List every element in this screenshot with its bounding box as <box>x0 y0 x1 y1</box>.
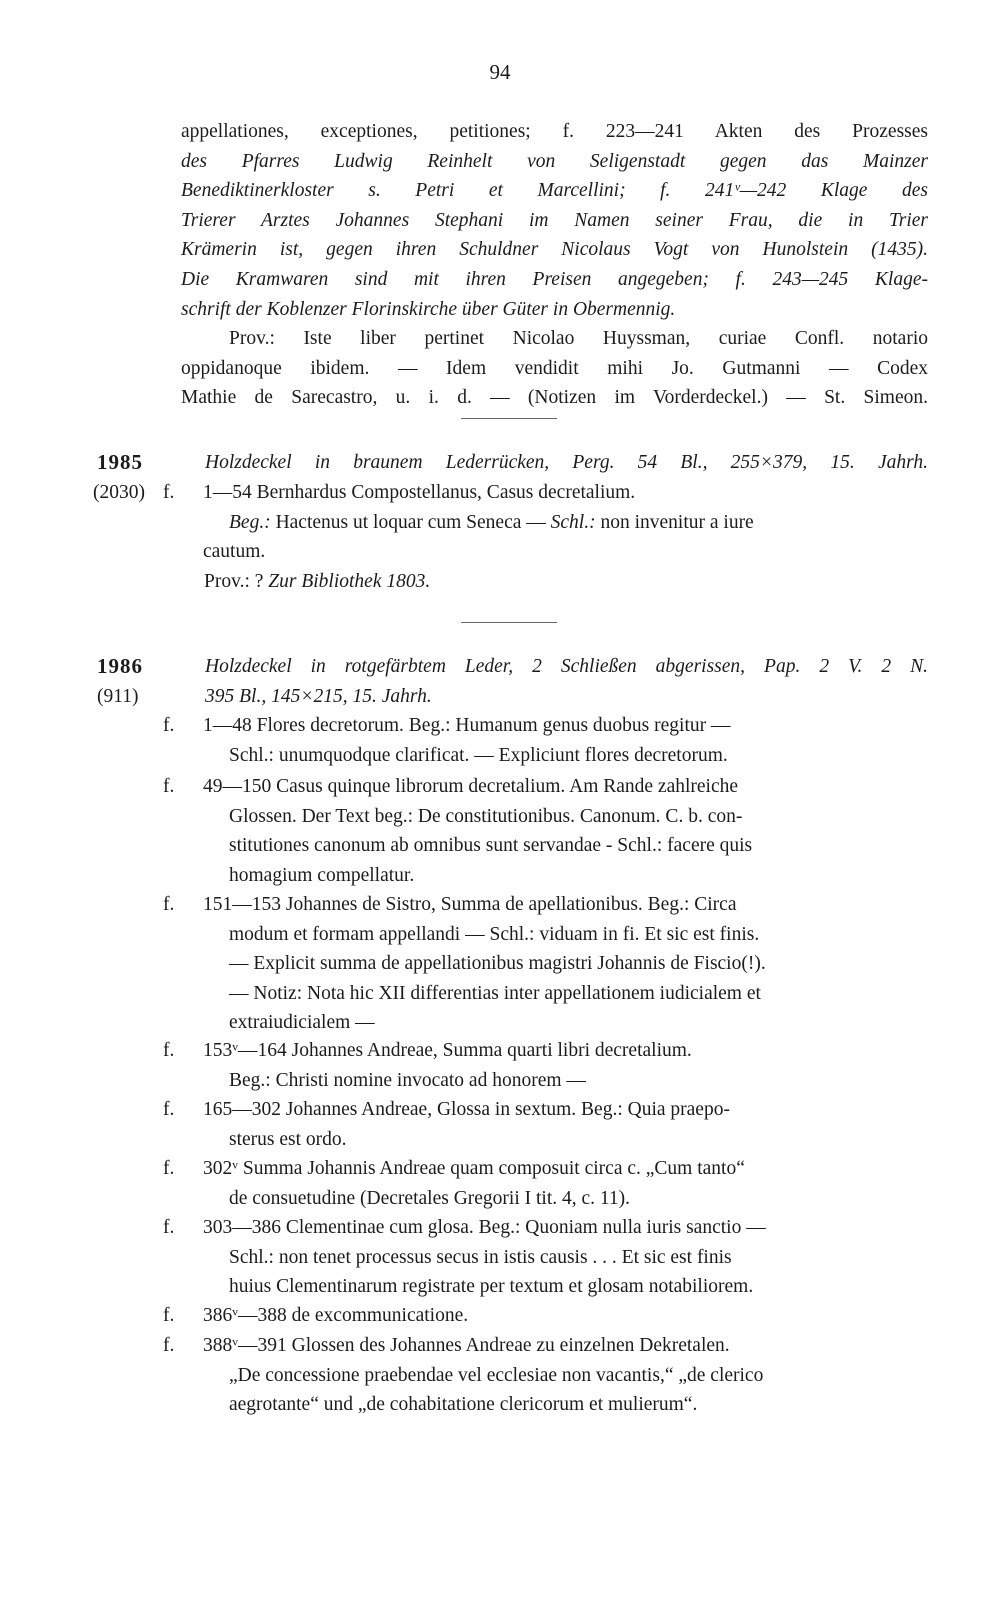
item-title: 1—54 Bernhardus Compostellanus, Casus decretalium. <box>203 482 636 503</box>
item-line: Schl.: non tenet processus secus in istis causis . . . Et sic est finis <box>229 1246 732 1268</box>
folio-label: f. <box>163 1217 175 1238</box>
old-number: (911) <box>97 686 139 707</box>
entry-1986-items <box>163 711 928 770</box>
item-line: 153ᵛ—164 Johannes Andreae, Summa quarti libri decretalium. <box>203 1040 692 1061</box>
item-line: sterus est ordo. <box>229 1128 347 1150</box>
item-line: 303—386 Clementinae cum glosa. Beg.: Quoniam nulla iuris sanctio — <box>203 1217 766 1238</box>
folio-label: f. <box>163 1040 175 1061</box>
entry-1985-item <box>163 478 928 596</box>
item-line: 151—153 Johannes de Sistro, Summa de apellationibus. Beg.: Circa <box>203 894 737 915</box>
item-line: — Notiz: Nota hic XII differentias inter appellationem iudicialem et <box>229 982 761 1004</box>
item-line: — Explicit summa de appellationibus magistri Johannis de Fiscio(!). <box>229 953 766 975</box>
item-line: 1—48 Flores decretorum. Beg.: Humanum genus duobus regitur — <box>203 715 731 736</box>
item-line: 388ᵛ—391 Glossen des Johannes Andreae zu einzelnen Dekretalen. <box>203 1335 730 1356</box>
page-number: 94 <box>489 60 511 84</box>
folio-label: f. <box>163 1335 175 1356</box>
text-line: appellationes, exceptiones, petitiones; f. 223—241 Akten des Prozesses <box>181 121 928 142</box>
text-line: Benediktinerkloster s. Petri et Marcellini; f. 241ᵛ—242 Klage des <box>181 180 928 202</box>
folio-label: f. <box>163 894 175 915</box>
folio-label: f. <box>163 776 175 797</box>
item-line: 386ᵛ—388 de excommunicatione. <box>203 1305 469 1326</box>
entry-1986-items <box>163 1095 928 1154</box>
provenance-line: Mathie de Sarecastro, u. i. d. — (Notizen im Vorderdeckel.) — St. Simeon. <box>181 387 928 409</box>
prov-text: Zur Bibliothek 1803. <box>268 570 431 592</box>
folio-label: f. <box>163 715 175 736</box>
text-line: des Pfarres Ludwig Reinhelt von Seligenstadt gegen das Mainzer <box>181 150 928 172</box>
entry-1986-items <box>163 1154 928 1213</box>
prov-label: Prov.: ? <box>204 570 264 592</box>
item-line: 165—302 Johannes Andreae, Glossa in sextum. Beg.: Quia praepo- <box>203 1099 730 1120</box>
item-line: de consuetudine (Decretales Gregorii I tit. 4, c. 11). <box>229 1187 631 1209</box>
entry-1986-items <box>163 890 928 1038</box>
schl-text: non invenitur a iure <box>600 511 754 533</box>
old-number: (2030) <box>93 482 145 503</box>
beg-label: Beg.: <box>229 511 271 533</box>
text-line: Trierer Arztes Johannes Stephani im Namen seiner Frau, die in Trier <box>181 209 928 231</box>
item-line: Glossen. Der Text beg.: De constitutionibus. Canonum. C. b. con- <box>229 805 743 827</box>
provenance-line: Prov.: Iste liber pertinet Nicolao Huyssman, curiae Confl. notario <box>229 328 928 350</box>
item-line: huius Clementinarum registrate per textum et glosam notabiliorem. <box>229 1276 754 1298</box>
entry-number: 1986 <box>97 654 143 678</box>
schl-label: Schl.: <box>550 511 596 533</box>
provenance-line: oppidanoque ibidem. — Idem vendidit mihi Jo. Gutmanni — Codex <box>181 357 928 379</box>
item-line: Schl.: unumquodque clarificat. — Expliciunt flores decretorum. <box>229 744 728 766</box>
entry-1986-items <box>163 772 928 890</box>
binding-line: Holzdeckel in braunem Lederrücken, Perg. 54 Bl., 255×379, 15. Jahrh. <box>205 452 928 473</box>
folio-label: f. <box>163 1099 175 1120</box>
binding-description <box>205 448 928 478</box>
folio-label: f. <box>163 1158 175 1179</box>
text-line: schrift der Koblenzer Florinskirche über Güter in Obermennig. <box>181 298 676 320</box>
continuation-text: cautum. <box>203 541 266 563</box>
separator-line <box>461 418 557 419</box>
binding-line: Holzdeckel in rotgefärbtem Leder, 2 Schließen abgerissen, Pap. 2 V. 2 N. <box>205 656 928 677</box>
item-line: 49—150 Casus quinque librorum decretalium. Am Rande zahlreiche <box>203 776 739 797</box>
text-line: Krämerin ist, gegen ihren Schuldner Nicolaus Vogt von Hunolstein (1435). <box>181 239 928 261</box>
folio-label: f. <box>163 482 175 503</box>
item-line: stitutiones canonum ab omnibus sunt servandae - Schl.: facere quis <box>229 835 753 857</box>
entry-1986-items <box>163 1301 928 1331</box>
item-line: 302ᵛ Summa Johannis Andreae quam composuit circa c. „Cum tanto“ <box>203 1158 745 1179</box>
entry-1986-items <box>163 1331 928 1420</box>
entry-1986-items <box>163 1036 928 1095</box>
text-line: Die Kramwaren sind mit ihren Preisen angegeben; f. 243—245 Klage- <box>181 268 928 290</box>
item-line: modum et formam appellandi — Schl.: viduam in fi. Et sic est finis. <box>229 923 760 945</box>
entry-1986-items <box>163 1213 928 1302</box>
binding-line: 395 Bl., 145×215, 15. Jahrh. <box>205 685 432 707</box>
binding-description <box>205 652 928 711</box>
item-line: extraiudicialem — <box>229 1012 375 1034</box>
separator-line <box>461 622 557 623</box>
folio-label: f. <box>163 1305 175 1326</box>
continuation-block <box>181 117 928 413</box>
item-line: „De concessione praebendae vel ecclesiae non vacantis,“ „de clerico <box>229 1364 764 1386</box>
beg-text: Hactenus ut loquar cum Seneca — <box>275 511 546 533</box>
item-line: homagium compellatur. <box>229 864 415 886</box>
item-line: aegrotante“ und „de cohabitatione clericorum et mulierum“. <box>229 1394 698 1416</box>
entry-number: 1985 <box>97 450 143 474</box>
item-line: Beg.: Christi nomine invocato ad honorem — <box>229 1069 586 1091</box>
